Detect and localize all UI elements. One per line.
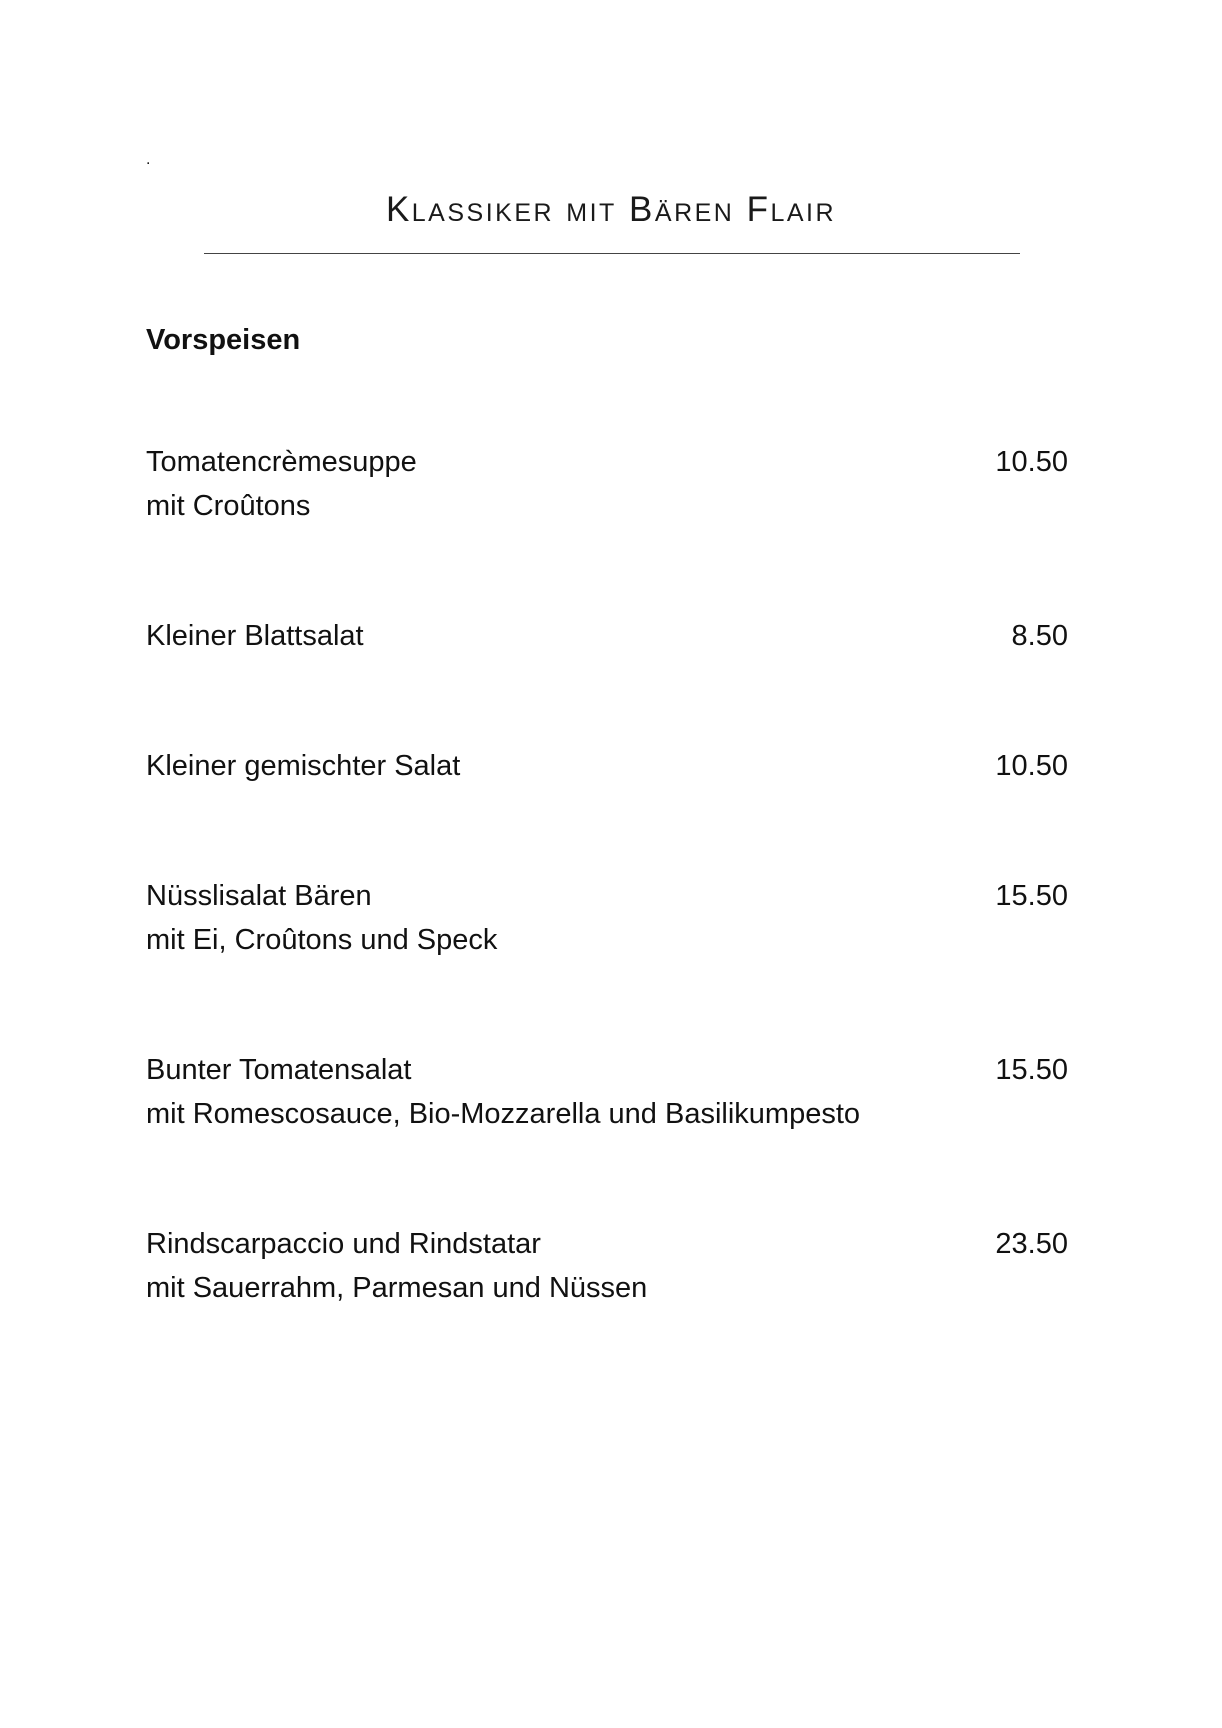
page-mark: . xyxy=(146,151,151,168)
menu-item-name: Nüsslisalat Bären xyxy=(146,880,372,912)
menu-item xyxy=(146,614,1068,658)
menu-item-price: 8.50 xyxy=(1011,620,1068,652)
menu-item-name: Rindscarpaccio und Rindstatar xyxy=(146,1228,541,1260)
menu-item-price: 15.50 xyxy=(995,880,1068,912)
menu-item-price: 15.50 xyxy=(995,1054,1068,1086)
menu-item xyxy=(146,1048,1068,1136)
title-divider xyxy=(204,253,1020,254)
menu-item xyxy=(146,874,1068,962)
menu-item-description: mit Ei, Croûtons und Speck xyxy=(146,924,498,956)
section-heading: Vorspeisen xyxy=(146,324,301,356)
menu-title: Klassiker mit Bären Flair xyxy=(385,190,837,229)
menu-item-description: mit Sauerrahm, Parmesan und Nüssen xyxy=(146,1272,648,1304)
menu-item-price: 10.50 xyxy=(995,750,1068,782)
menu-item-price: 10.50 xyxy=(995,446,1068,478)
menu-item-name: Tomatencrèmesuppe xyxy=(146,446,417,478)
menu-item xyxy=(146,440,1068,528)
menu-item-description: mit Romescosauce, Bio-Mozzarella und Basilikumpesto xyxy=(146,1098,861,1130)
menu-item-name: Bunter Tomatensalat xyxy=(146,1054,412,1086)
menu-item-description: mit Croûtons xyxy=(146,490,311,522)
menu-item-name: Kleiner Blattsalat xyxy=(146,620,364,652)
menu-item xyxy=(146,1222,1068,1310)
menu-item-price: 23.50 xyxy=(995,1228,1068,1260)
menu-item xyxy=(146,744,1068,788)
menu-item-name: Kleiner gemischter Salat xyxy=(146,750,461,782)
